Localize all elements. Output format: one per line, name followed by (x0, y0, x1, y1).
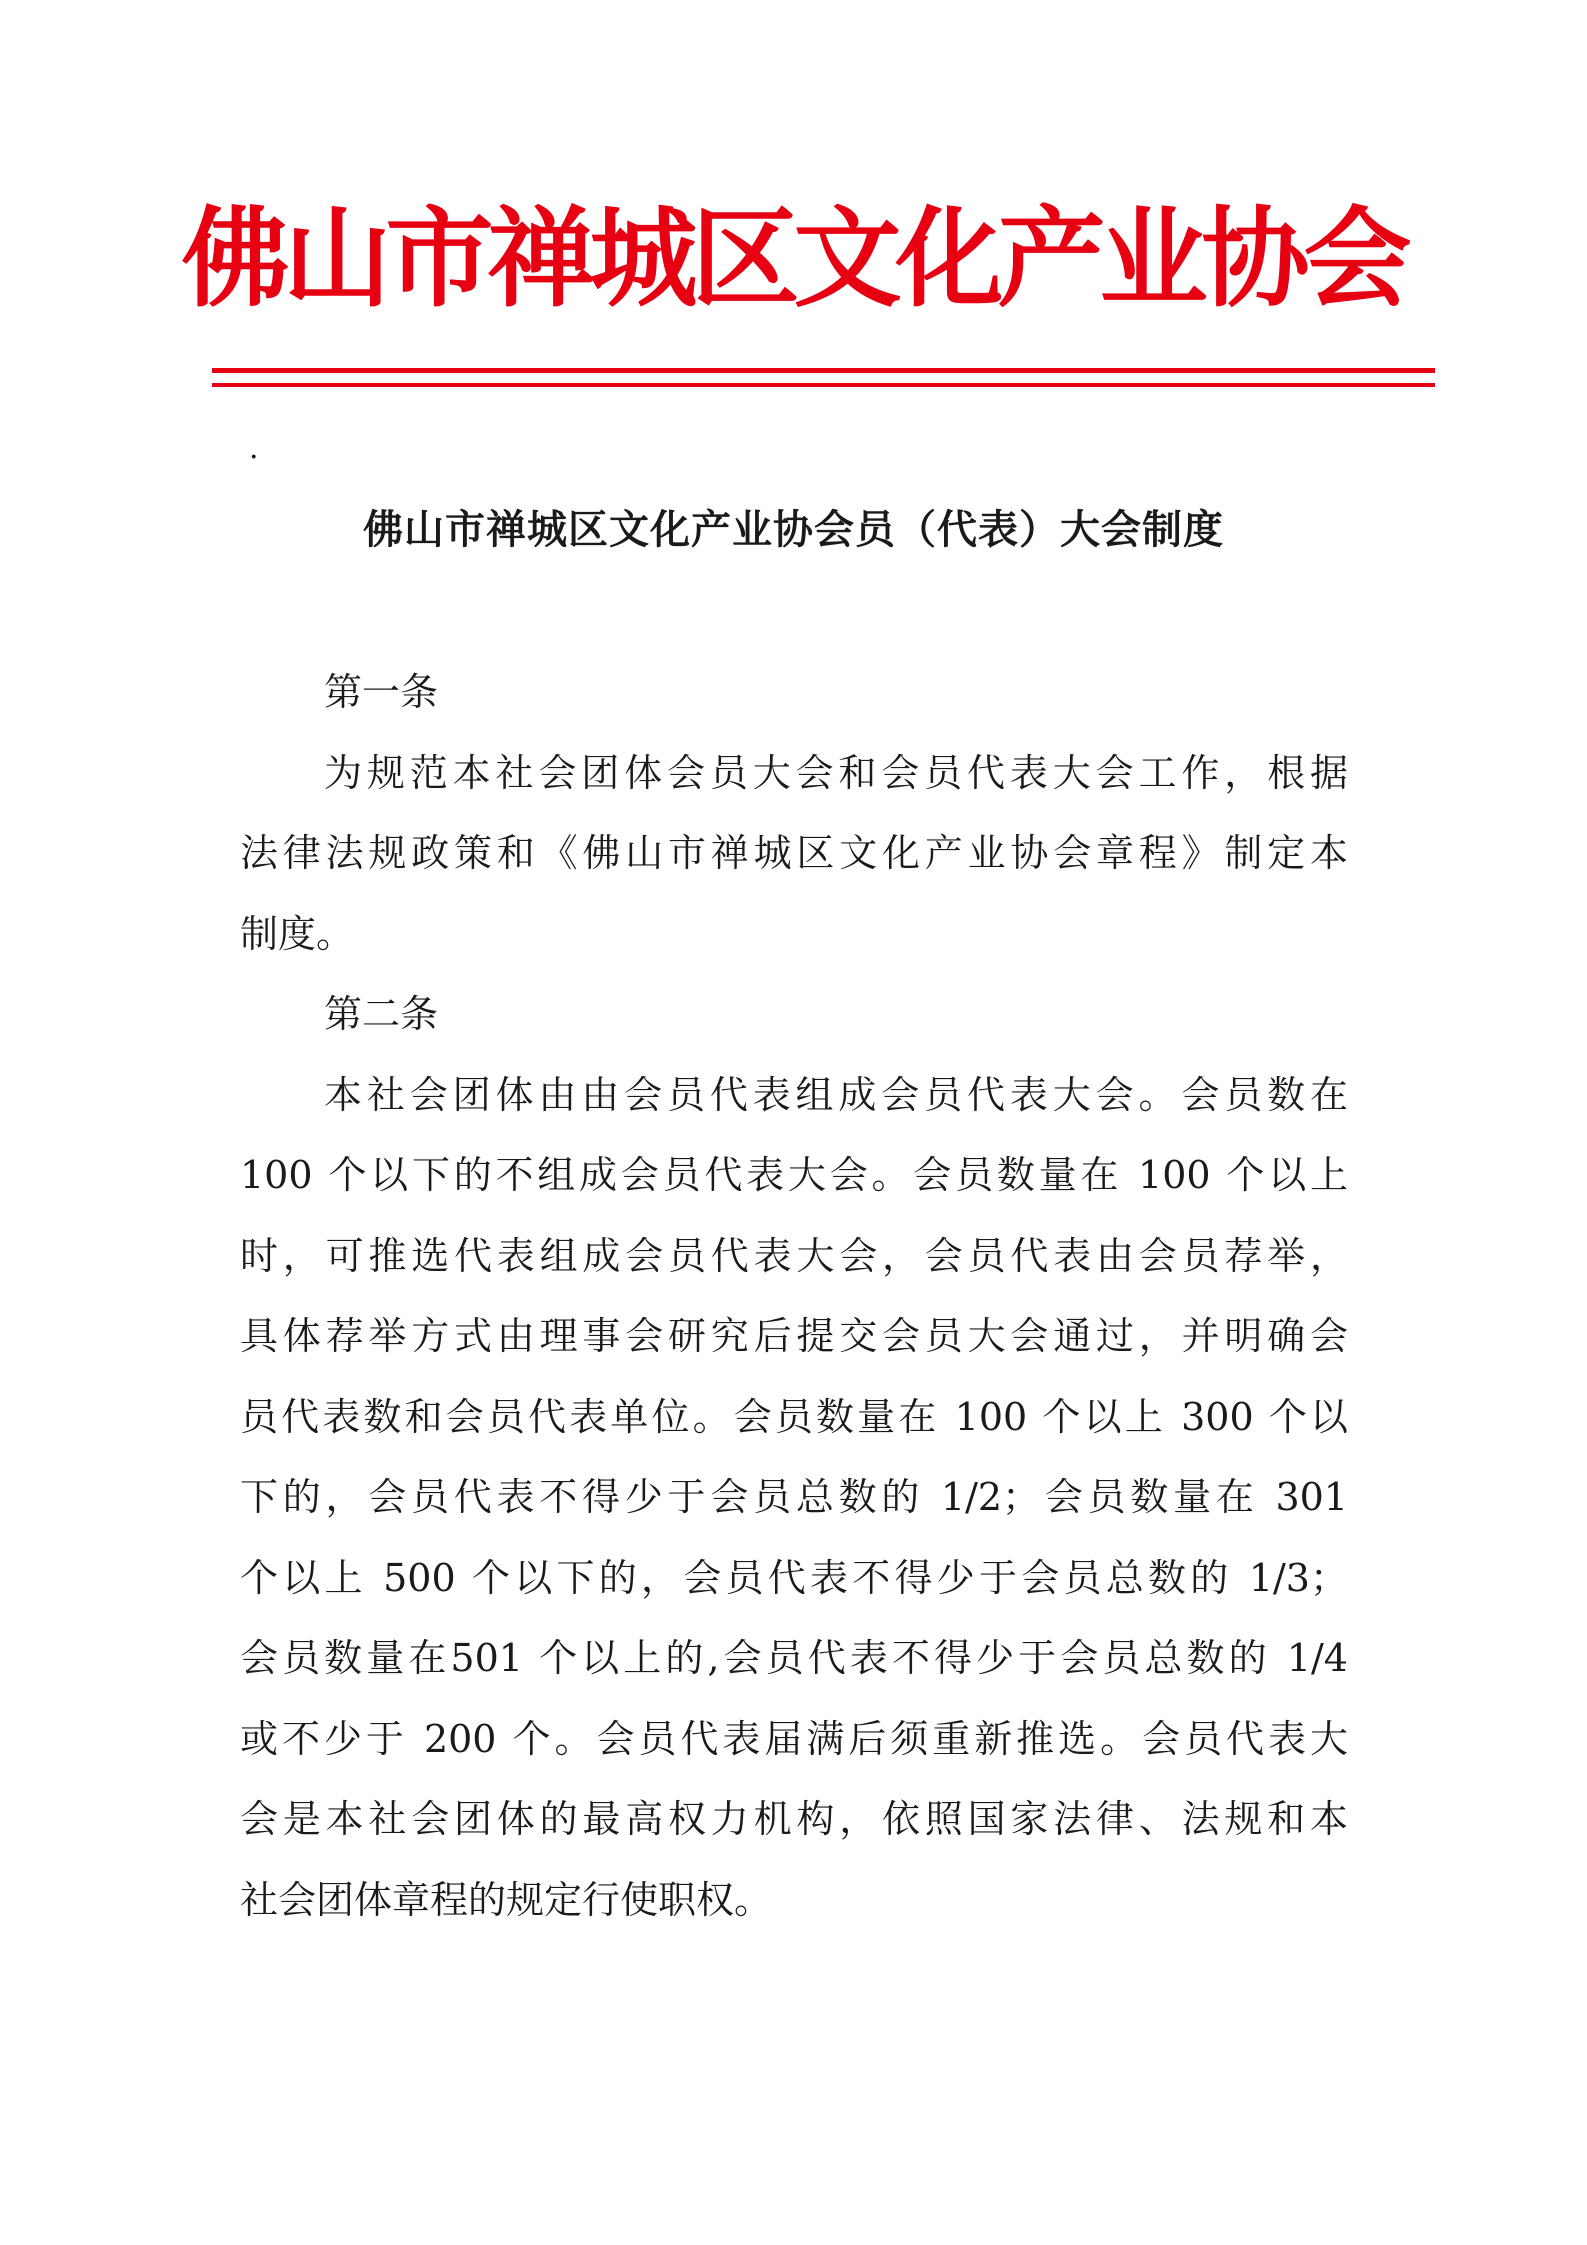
article-2-line: 时，可推选代表组成会员代表大会，会员代表由会员荐举， (240, 1233, 1348, 1278)
article-2-line: 具体荐举方式由理事会研究后提交会员大会通过，并明确会 (240, 1314, 1348, 1358)
letterhead-organization-name: 佛山市禅城区文化产业协会 (181, 197, 1406, 322)
article-1-body (240, 733, 1348, 975)
article-2-heading: 第二条 (324, 992, 439, 1036)
article-2-line: 会员数量在501 个以上的,会员代表不得少于会员总数的 1/4 (240, 1636, 1348, 1680)
document-body (240, 652, 1348, 1940)
article-2-line: 或不少于 200 个。会员代表届满后须重新推选。会员代表大 (240, 1716, 1348, 1761)
article-1-line: 制度。 (240, 911, 355, 956)
article-1-line: 法律法规政策和《佛山市禅城区文化产业协会章程》制定本 (240, 831, 1348, 875)
article-2-line: 本社会团体由由会员代表组成会员代表大会。会员数在 (324, 1072, 1348, 1117)
article-2-line: 个以上 500 个以下的，会员代表不得少于会员总数的 1/3； (240, 1555, 1348, 1600)
article-2-line: 会是本社会团体的最高权力机构，依照国家法律、法规和本 (240, 1797, 1348, 1841)
article-2-line: 员代表数和会员代表单位。会员数量在 100 个以上 300 个以 (240, 1394, 1348, 1439)
article-1-line: 为规范本社会团体会员大会和会员代表大会工作，根据 (324, 750, 1348, 795)
article-2-line: 社会团体章程的规定行使职权。 (240, 1877, 773, 1922)
article-1-heading: 第一条 (324, 670, 439, 714)
document-title: 佛山市禅城区文化产业协会员（代表）大会制度 (363, 506, 1224, 553)
dot-marker: · (249, 440, 259, 475)
article-2-body (240, 1055, 1348, 1941)
article-2-line: 100 个以下的不组成会员代表大会。会员数量在 100 个以上 (240, 1153, 1348, 1197)
letterhead-rule-thick (212, 368, 1435, 373)
article-2-line: 下的，会员代表不得少于会员总数的 1/2；会员数量在 301 (240, 1475, 1348, 1519)
letterhead-rule-thin (212, 383, 1435, 387)
